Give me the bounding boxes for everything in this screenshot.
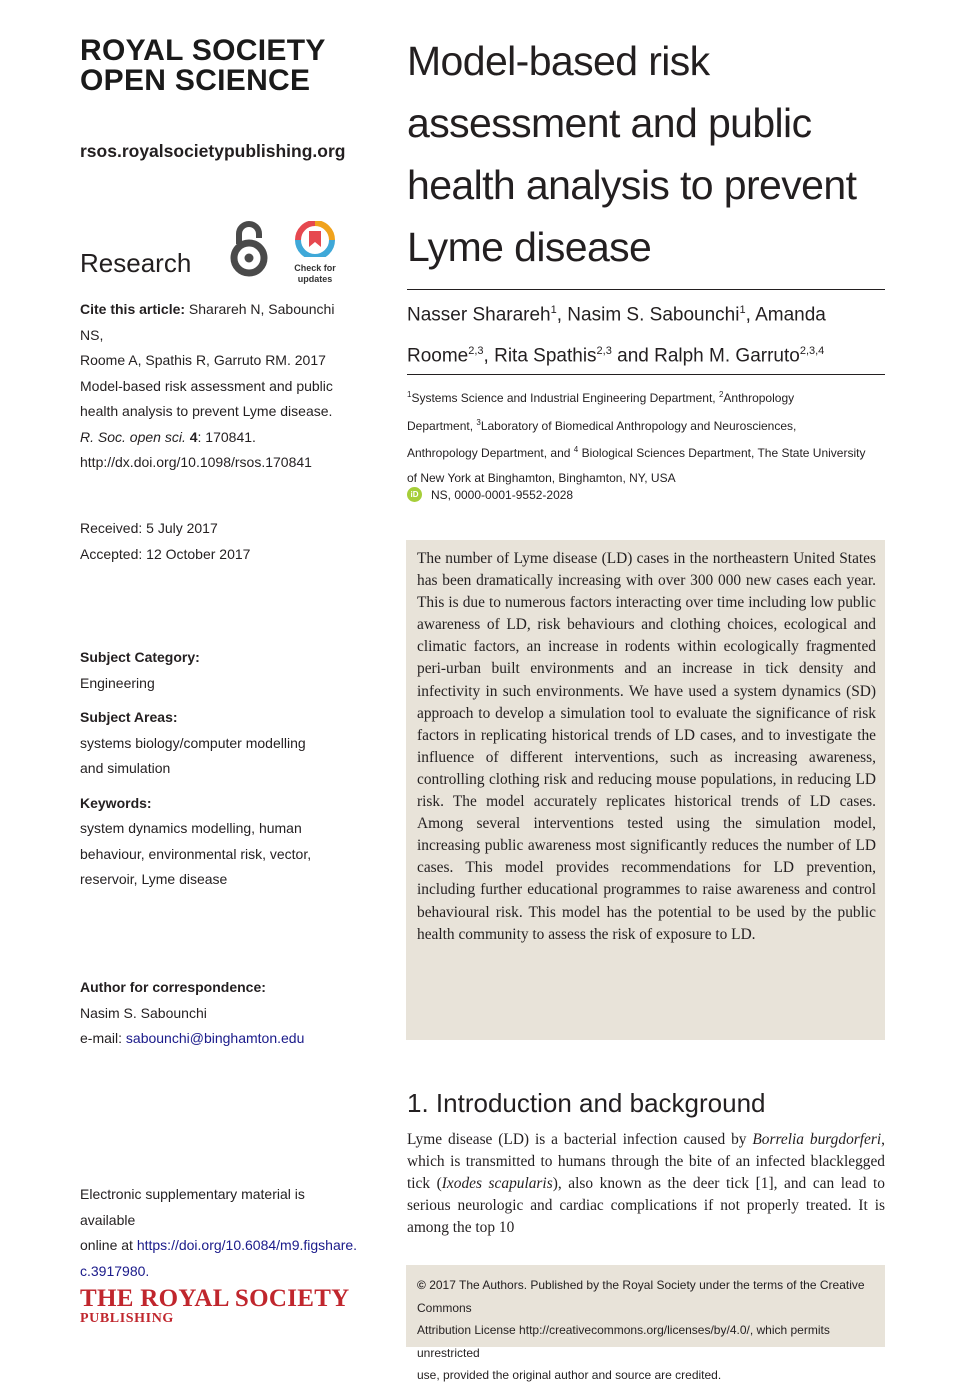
intro-species-2: Ixodes scapularis <box>441 1175 553 1193</box>
supplementary-link[interactable]: https://doi.org/10.6084/m9.figshare. <box>136 1237 358 1253</box>
supplementary-line1: Electronic supplementary material is available <box>80 1186 305 1228</box>
affil-line2 <box>407 411 887 439</box>
check-for-updates-label-1: Check for <box>294 263 336 273</box>
title-line4: Lyme disease <box>407 224 652 270</box>
orcid-icon: iD <box>407 487 422 502</box>
affil-sup-4: 4 <box>573 445 579 454</box>
supplementary-block <box>80 1182 360 1284</box>
affil-sup-3: 3 <box>476 417 481 427</box>
orcid-entry[interactable] <box>407 487 573 502</box>
supplementary-link-end[interactable]: c.3917980. <box>80 1262 150 1279</box>
keywords-line3: reservoir, Lyme disease <box>80 871 228 887</box>
intro-text-1: Lyme disease (LD) is a bacterial infection caused by <box>407 1131 753 1148</box>
correspondence-label: Author for correspondence: <box>80 979 266 995</box>
citation-journal-line <box>80 425 345 451</box>
affil-line1 <box>407 383 887 411</box>
abstract-box: The number of Lyme disease (LD) cases in the northeastern United States has been dramatically increasing with over 300 000 new cases each year. This is due to numerous factors interacting over time including low public awareness of LD, risk behaviours and clothing choices, ecological and climatic factors, an increase in rodents within ecologically fragmented peri-urban built environments and an increase in tick density and infectivity in such environments. We have used a system dynamics (SD) approach to develop a simulation tool to evaluate the significance of risk factors in replicating historical trends of LD cases, and to investigate the influence of different interventions, such as increasing awareness, controlling clothing risk and reducing mouse populations, in reducing LD risk. The model accurately replicates historical trends of LD cases. Among several interventions tested using the simulation model, increasing public awareness most significantly reduces the number of LD cases. This model provides recommendations for LD prevention, including further educational programmes to raise awareness and control behavioural risk. This model has the potential to be used by the public health community to assess the risk of exposure to LD. <box>406 540 885 1040</box>
article-type: Research <box>80 248 192 278</box>
affil-line4: of New York at Binghamton, Binghamton, NY, USA <box>407 470 676 485</box>
citation-pages: : 170841. <box>197 428 256 445</box>
author-5-sup: 2,3,4 <box>799 345 825 358</box>
authors-line1 <box>407 292 887 333</box>
author-1: Nasser Sharareh <box>407 304 551 326</box>
divider-authors <box>407 374 885 375</box>
citation-doi-link[interactable]: http://dx.doi.org/10.1098/rsos.170841 <box>80 454 312 470</box>
subject-areas-label: Subject Areas: <box>80 709 178 725</box>
section-heading <box>407 1088 766 1119</box>
article-title <box>407 30 887 278</box>
affil-sup-1: 1 <box>407 390 412 399</box>
journal-name <box>80 36 326 96</box>
citation-journal: R. Soc. open sci. <box>80 428 186 445</box>
authors-line2 <box>407 333 887 374</box>
correspondence-block <box>80 975 345 1052</box>
dates-block <box>80 516 345 567</box>
intro-species-1: Borrelia burgdorferi <box>752 1131 882 1148</box>
intro-paragraph <box>407 1129 885 1239</box>
orcid-text[interactable]: NS, 0000-0001-9552-2028 <box>431 487 574 502</box>
citation-line-2: Roome A, Spathis R, Garruto RM. 2017 <box>80 352 326 368</box>
subject-category-label: Subject Category: <box>80 649 200 665</box>
publisher-line1: THE ROYAL SOCIETY <box>80 1285 350 1312</box>
affil-text-4: Biological Sciences Department, The State University <box>578 446 866 460</box>
supplementary-prefix: online at <box>80 1237 137 1253</box>
subject-category-value: Engineering <box>80 674 155 691</box>
subject-areas-line2: and simulation <box>80 760 171 776</box>
email-label: e-mail: <box>80 1030 126 1046</box>
intro-text-2: , which is transmitted to humans through the bite of an infected blacklegged tick ( <box>407 1131 885 1193</box>
license-line2: Attribution License http://creativecommons.org/licenses/by/4.0/, which permits unrestricted <box>417 1323 830 1360</box>
affil-text-2: Anthropology <box>723 391 795 405</box>
affil-text-3: Laboratory of Biomedical Anthropology and Neurosciences, <box>480 418 797 433</box>
author-3-sup: 2,3 <box>468 345 484 358</box>
journal-name-line1: ROYAL SOCIETY <box>80 34 326 67</box>
affil-text-1: Systems Science and Industrial Engineering Department, <box>411 391 719 405</box>
affil-text-2b: Department, <box>407 418 477 433</box>
title-line2: assessment and public <box>407 100 812 146</box>
subject-areas-line1: systems biology/computer modelling <box>80 734 306 751</box>
affil-text-3b: Anthropology Department, and <box>407 446 574 460</box>
open-access-icon <box>226 218 272 280</box>
correspondence-name: Nasim S. Sabounchi <box>80 1004 207 1021</box>
section-title: Introduction and background <box>435 1088 766 1118</box>
check-for-updates-icon <box>293 221 337 257</box>
correspondence-email-link[interactable]: sabounchi@binghamton.edu <box>125 1030 305 1046</box>
journal-name-line2: OPEN SCIENCE <box>80 64 311 97</box>
correspondence-email-line <box>80 1026 345 1052</box>
author-5: and Ralph M. Garruto <box>611 345 800 367</box>
supplementary-line2 <box>80 1233 360 1259</box>
journal-website[interactable]: rsos.royalsocietypublishing.org <box>80 141 346 161</box>
affil-sup-2: 2 <box>718 390 724 399</box>
citation-block <box>80 297 345 476</box>
citation-line-3: Model-based risk assessment and public <box>80 377 333 394</box>
author-2: , Nasim S. Sabounchi <box>556 304 740 326</box>
citation-volume: 4 <box>189 428 198 445</box>
affiliations <box>407 383 887 490</box>
license-line1 <box>417 1274 876 1319</box>
citation-line-4: health analysis to prevent Lyme disease. <box>80 403 333 419</box>
subject-block <box>80 645 345 893</box>
divider-top <box>407 289 885 290</box>
intro-text-3: ), also known as the deer tick [1], and can lead to serious neurologic and cardiac complications if not properly treated. It is among the top 10 <box>407 1175 885 1237</box>
accepted-date: Accepted: 12 October 2017 <box>80 545 251 562</box>
author-4-sup: 2,3 <box>596 345 612 358</box>
received-date: Received: 5 July 2017 <box>80 520 218 536</box>
author-2-sup: 1 <box>739 304 746 316</box>
keywords-label: Keywords: <box>80 794 152 811</box>
citation-authors: Sharareh N, Sabounchi NS, <box>80 301 335 343</box>
license-text-1: 2017 The Authors. Published by the Royal Society under the terms of the Creative Commons <box>417 1278 865 1315</box>
author-3-last: Roome <box>407 345 469 367</box>
check-for-updates-badge[interactable] <box>291 221 339 284</box>
title-line1: Model-based risk <box>407 38 710 84</box>
check-for-updates-label-2: updates <box>297 274 333 284</box>
copyright-icon: © <box>417 1278 426 1292</box>
title-line3: health analysis to prevent <box>407 162 857 208</box>
citation-line-1 <box>80 297 345 348</box>
section-number: 1. <box>407 1088 429 1118</box>
affil-line3 <box>407 438 887 466</box>
royal-society-publishing-logo <box>80 1286 350 1326</box>
license-line3: use, provided the original author and source are credited. <box>417 1368 722 1382</box>
publisher-line2: PUBLISHING <box>80 1311 174 1326</box>
author-1-sup: 1 <box>550 304 557 316</box>
author-3-first: , Amanda <box>745 304 826 326</box>
author-4: , Rita Spathis <box>483 345 597 367</box>
citation-label: Cite this article: <box>80 301 186 317</box>
author-list <box>407 292 887 375</box>
license-box <box>406 1265 885 1382</box>
keywords-line1: system dynamics modelling, human <box>80 820 302 836</box>
keywords-line2: behaviour, environmental risk, vector, <box>80 845 312 862</box>
